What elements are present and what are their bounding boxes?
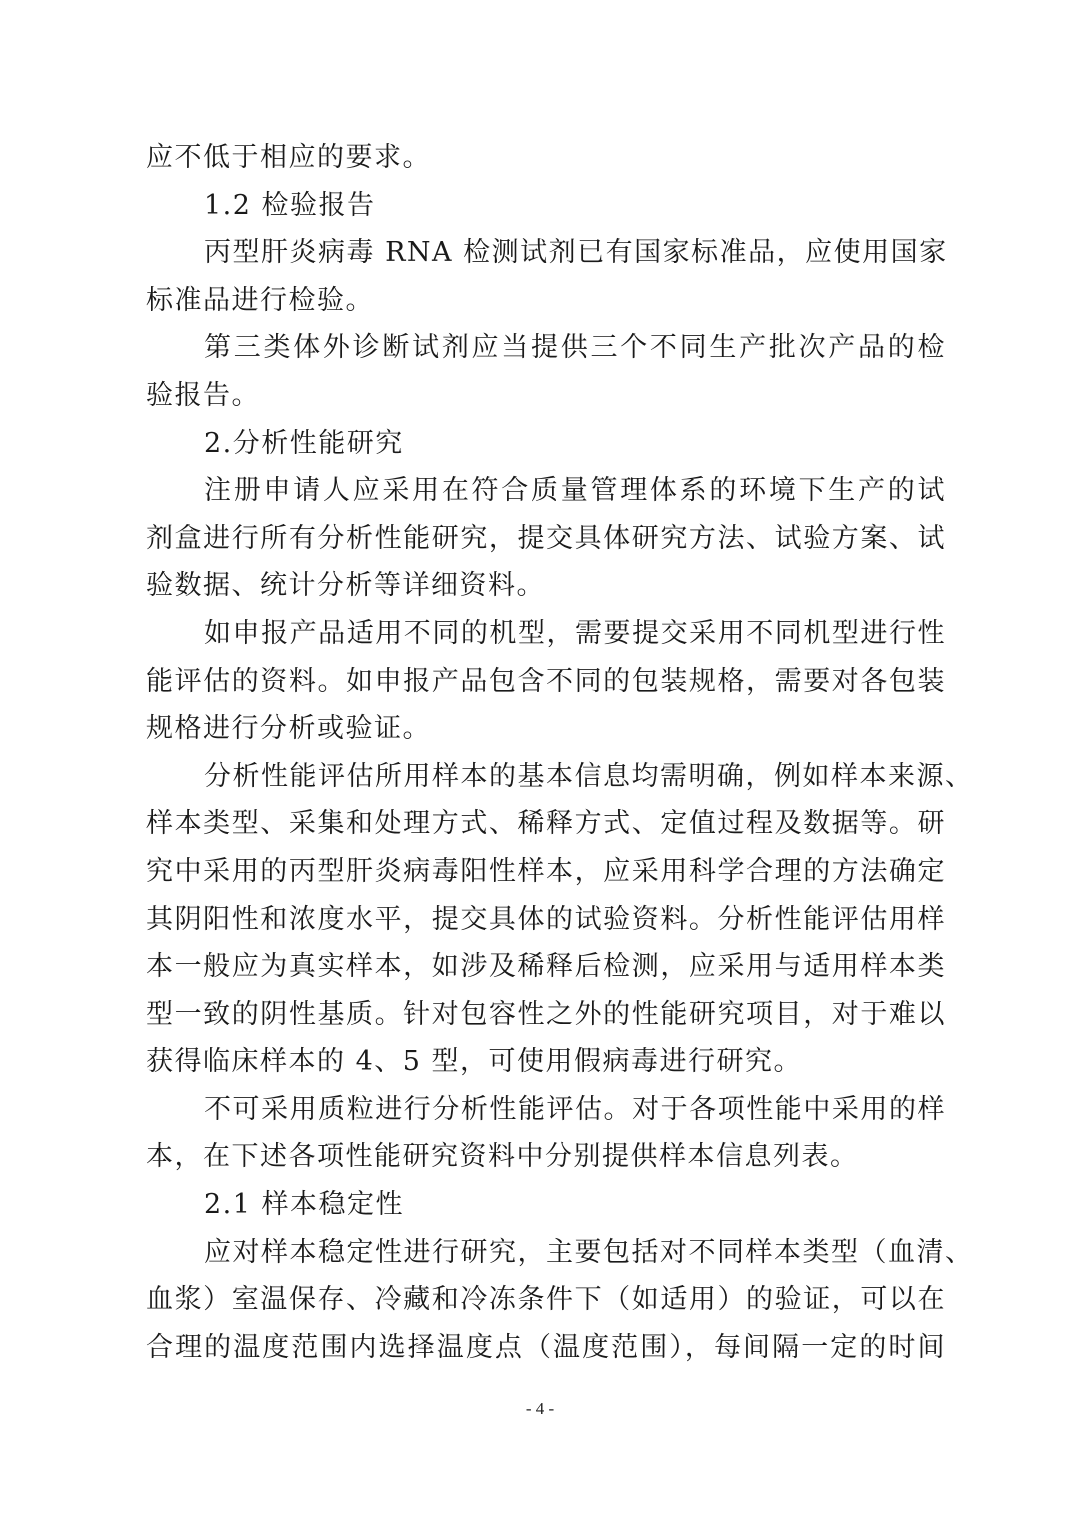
paragraph-line: 规格进行分析或验证。 xyxy=(146,713,431,745)
paragraph-line: 丙型肝炎病毒 RNA 检测试剂已有国家标准品，应使用国家 xyxy=(204,237,948,269)
paragraph-line: 验数据、统计分析等详细资料。 xyxy=(146,570,545,602)
paragraph-line: 标准品进行检验。 xyxy=(146,284,374,316)
paragraph-line: 第三类体外诊断试剂应当提供三个不同生产批次产品的检 xyxy=(204,332,946,364)
page-number: - 4 - xyxy=(525,1399,555,1418)
paragraph-line: 验报告。 xyxy=(146,379,260,411)
paragraph-line: 血浆）室温保存、冷藏和冷冻条件下（如适用）的验证，可以在 xyxy=(146,1284,946,1316)
section-heading-2: 2.分析性能研究 xyxy=(204,427,404,459)
paragraph-line: 本一般应为真实样本，如涉及稀释后检测，应采用与适用样本类 xyxy=(146,951,946,983)
document-page xyxy=(146,134,974,1371)
section-heading-2-1: 2.1 样本稳定性 xyxy=(204,1189,405,1221)
paragraph-line: 应对样本稳定性进行研究，主要包括对不同样本类型（血清、 xyxy=(204,1236,974,1268)
paragraph-line: 本，在下述各项性能研究资料中分别提供样本信息列表。 xyxy=(146,1141,859,1173)
paragraph-line: 其阴阳性和浓度水平，提交具体的试验资料。分析性能评估用样 xyxy=(146,903,946,935)
paragraph-line: 合理的温度范围内选择温度点（温度范围），每间隔一定的时间 xyxy=(146,1331,946,1363)
paragraph-continuation: 应不低于相应的要求。 xyxy=(146,142,431,173)
paragraph-line: 剂盒进行所有分析性能研究，提交具体研究方法、试验方案、试 xyxy=(146,522,946,554)
paragraph-line: 样本类型、采集和处理方式、稀释方式、定值过程及数据等。研 xyxy=(146,808,946,840)
paragraph-line: 能评估的资料。如申报产品包含不同的包装规格，需要对各包装 xyxy=(146,665,946,697)
paragraph-line: 获得临床样本的 4、5 型，可使用假病毒进行研究。 xyxy=(146,1046,803,1078)
section-heading-1-2: 1.2 检验报告 xyxy=(204,189,376,221)
paragraph-line: 究中采用的丙型肝炎病毒阳性样本，应采用科学合理的方法确定 xyxy=(146,855,946,887)
paragraph-line: 注册申请人应采用在符合质量管理体系的环境下生产的试 xyxy=(204,475,946,507)
paragraph-line: 分析性能评估所用样本的基本信息均需明确，例如样本来源、 xyxy=(204,760,974,792)
paragraph-line: 不可采用质粒进行分析性能评估。对于各项性能中采用的样 xyxy=(204,1093,946,1125)
paragraph-line: 如申报产品适用不同的机型，需要提交采用不同机型进行性 xyxy=(204,617,946,649)
paragraph-line: 型一致的阴性基质。针对包容性之外的性能研究项目，对于难以 xyxy=(146,998,946,1030)
